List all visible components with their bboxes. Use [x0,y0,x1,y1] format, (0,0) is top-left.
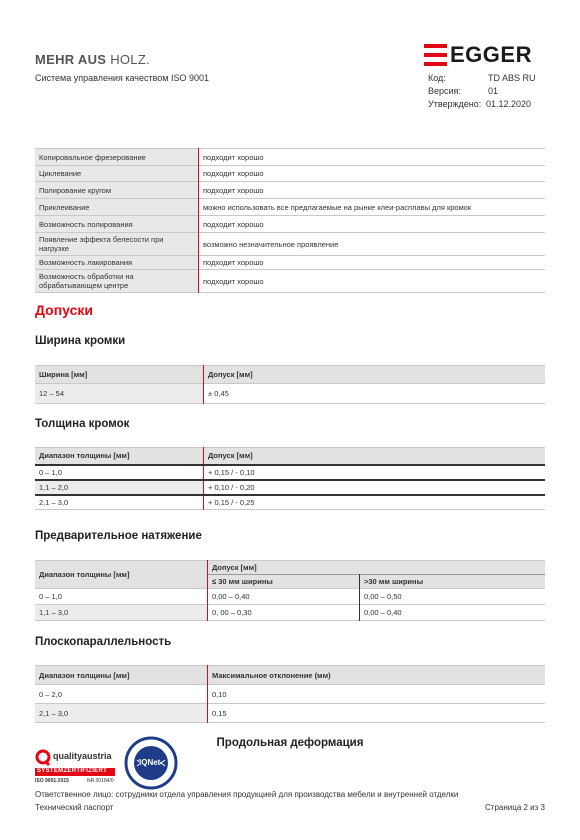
iqnet-logo [124,736,178,790]
qualityaustria-logo [35,740,120,790]
table-row: Появление эффекта белесости при нагрузке возможно незначительное проявление [35,233,545,256]
qa-band: SYSTEMZERTIFIZIERT [37,768,108,774]
table-row: Циклевание подходит хорошо [35,166,545,182]
width-heading: Ширина кромки [35,335,126,347]
meta-version: Версия: 01 [428,86,499,96]
meta-code: Код: TD ABS RU [428,73,536,83]
longitudinal-heading: Продольная деформация [216,737,364,749]
table-row: 0 – 2,0 0,10 [35,685,545,704]
footer-responsible: Ответственное лицо: сотрудники отдела управления продукцией для производства мебели и внутренней отделки [35,790,459,799]
table-row: Приклеивание можно использовать все предлагаемые на рынке клеи-расплавы для кромок [35,199,545,216]
table-row: 12 – 54 ± 0,45 [35,384,545,404]
logo-bars-icon [424,44,447,66]
flatness-table [35,665,545,723]
table-row: 0 – 1,0 + 0,15 / - 0,10 [35,465,545,480]
thickness-table [35,447,545,510]
table-header-row: Диапазон толщины [мм] Максимальное отклонение (мм) [35,666,545,685]
table-row: 1,1 – 3,0 0, 00 – 0,30 0,00 – 0,40 [35,605,545,621]
footer-page-number: Страница 2 из 3 [485,803,545,812]
table-subheader-row: ≤ 30 мм ширины >30 мм ширины [35,575,545,589]
thickness-heading: Толщина кромок [35,418,130,430]
pretension-table [35,560,545,621]
table-row: Полирование кругом подходит хорошо [35,182,545,199]
tagline-bold: MEHR AUS [35,52,107,67]
table-row: 2,1 – 3,0 + 0,15 / - 0,25 [35,495,545,510]
meta-approved: Утверждено: 01.12.2020 [428,99,532,109]
width-table [35,365,545,404]
qa-iso: ISO 9001:2015 [35,778,69,784]
table-header-row: Диапазон толщины [мм] Допуск [мм] [35,448,545,465]
qa-number: NR.00184/0 [87,778,114,784]
iqnet-label: IQNet [139,758,161,767]
qa-name: qualityaustria [53,751,112,761]
table-header-row: Ширина [мм] Допуск [мм] [35,366,545,384]
table-row: Возможность полирования подходит хорошо [35,216,545,233]
table-row: 2,1 – 3,0 0,15 [35,704,545,723]
properties-table [35,148,545,293]
document-subtitle: Система управления качеством ISO 9001 [35,73,209,83]
table-row: Возможность обработки на обрабатывающем центре подходит хорошо [35,270,545,293]
table-row: 1,1 – 2,0 + 0,10 / - 0,20 [35,480,545,495]
table-row: 0 – 1,0 0,00 – 0,40 0,00 – 0,50 [35,589,545,605]
egger-logo [424,44,546,66]
flatness-heading: Плоскопараллельность [35,636,172,648]
logo-word: EGGER [450,42,532,67]
tagline-thin: HOLZ. [110,52,150,67]
tolerances-heading: Допуски [35,302,93,318]
footer-doc-type: Технический паспорт [35,803,114,812]
tagline [35,52,150,67]
table-row: Возможность лакирования подходит хорошо [35,256,545,270]
table-header-row: Диапазон толщины [мм] Допуск [мм] [35,561,545,575]
pretension-heading: Предварительное натяжение [35,530,202,542]
table-row: Копировальное фрезерование подходит хорошо [35,149,545,166]
